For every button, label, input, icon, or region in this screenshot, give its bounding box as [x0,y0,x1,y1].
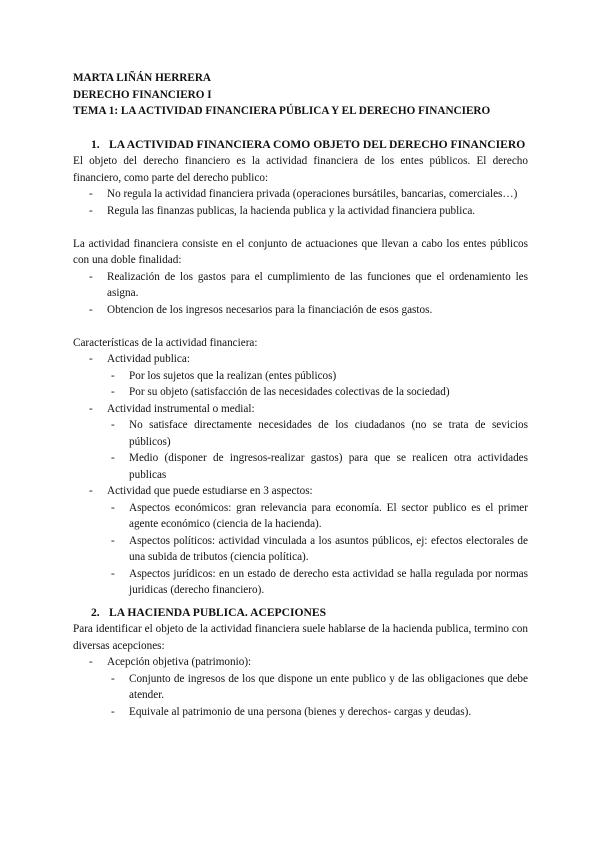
bullet: - [111,705,115,718]
section-1-intro-list [73,186,528,219]
list-item [111,671,528,704]
bullet: - [111,419,115,431]
list-item [111,450,528,483]
sublist-wrapper [89,671,528,721]
list-item-text: Acepción objetiva (patrimonio): [107,656,252,668]
list-item [89,203,528,220]
list-item [89,186,528,203]
bullet: - [89,303,93,316]
bullet: - [111,386,115,398]
section-2-list [73,654,528,720]
list-item-text: Aspectos jurídicos: en un estado de derecho esta actividad se halla regulada por normas juridicas (derecho financiero). [129,567,528,596]
list-item-text: Aspectos económicos: gran relevancia para economía. El sector publico es el primer agente económico (ciencia de la hacienda). [129,501,528,530]
list-item [89,302,528,319]
list-item-text: Actividad que puede estudiarse en 3 aspectos: [107,485,313,497]
bullet: - [89,656,93,668]
list-item-text: Equivale al patrimonio de una persona (bienes y derechos- cargas y deudas). [129,705,472,718]
bullet: - [89,270,93,283]
bullet: - [111,501,115,514]
list-item [111,704,528,721]
document-page [73,70,528,720]
list-item [89,483,528,500]
list-item-text: Medio (disponer de ingresos-realizar gastos) para que se realicen otra actividades publicas [129,452,528,481]
sublist [89,671,528,721]
list-item-text: Por su objeto (satisfacción de las necesidades colectivas de la sociedad) [129,386,450,398]
section-1-purpose-list [73,269,528,319]
list-item [111,384,528,401]
features-title: Características de la actividad financiera: [73,336,258,349]
section-2-heading [73,605,528,622]
topic-title: TEMA 1: LA ACTIVIDAD FINANCIERA PÚBLICA Y EL DERECHO FINANCIERO [73,105,491,117]
sublist [89,368,528,401]
list-item [111,533,528,566]
section-2-title: LA HACIENDA PUBLICA. ACEPCIONES [109,605,327,619]
bullet: - [111,369,115,382]
author-name: MARTA LIÑÁN HERRERA [73,72,212,84]
list-item-text: Obtencion de los ingresos necesarios para la financiación de esos gastos. [107,303,433,316]
list-item-text: Actividad publica: [107,353,190,365]
list-item [111,566,528,599]
list-item-text: No regula la actividad financiera privada (operaciones bursátiles, bancarias, comerciales…) [107,188,518,200]
bullet: - [89,204,93,217]
bullet: - [111,452,115,464]
sublist-wrapper [89,500,528,599]
list-item [111,368,528,385]
list-item-text: Actividad instrumental o medial: [107,402,255,415]
sublist [89,500,528,599]
section-2-number: 2. [91,605,100,619]
section-1-number: 1. [91,137,100,151]
section-2-intro: Para identificar el objeto de la actividad financiera suele hablarse de la hacienda publica, termino con diversas acepciones: [73,623,528,652]
section-1-heading [73,137,528,154]
bullet: - [89,353,93,365]
bullet: - [89,188,93,200]
course-title: DERECHO FINANCIERO I [73,88,212,101]
list-item [89,269,528,302]
bullet: - [111,567,115,580]
list-item-text: Conjunto de ingresos de los que dispone un ente publico y de las obligaciones que debe atender. [129,672,528,701]
list-item-text: Realización de los gastos para el cumplimiento de las funciones que el ordenamiento les asigna. [107,270,528,299]
features-list [73,351,528,599]
bullet: - [111,672,115,685]
sublist [89,417,528,483]
section-1-paragraph-2: La actividad financiera consiste en el conjunto de actuaciones que llevan a cabo los entes públicos con una doble finalidad: [73,237,528,266]
list-item-text: Regula las finanzas publicas, la hacienda publica y la actividad financiera publica. [107,204,476,217]
list-item-text: No satisface directamente necesidades de los ciudadanos (no se trata de sevicios públicos) [129,419,528,448]
list-item-text: Aspectos políticos: actividad vinculada a los asuntos públicos, ej: efectos electorales de una subida de tributos (ciencia política). [129,534,528,563]
bullet: - [89,402,93,415]
bullet: - [111,534,115,547]
sublist-wrapper [89,417,528,483]
list-item [89,351,528,368]
bullet: - [89,485,93,497]
list-item-text: Por los sujetos que la realizan (entes públicos) [129,369,337,382]
section-1-title: LA ACTIVIDAD FINANCIERA COMO OBJETO DEL DERECHO FINANCIERO [109,137,526,151]
section-1-intro: El objeto del derecho financiero es la actividad financiera de los entes públicos. El derecho financiero, como parte del derecho publico: [73,155,528,184]
list-item [111,500,528,533]
list-item [89,401,528,418]
sublist-wrapper [89,368,528,401]
list-item [89,654,528,671]
list-item [111,417,528,450]
